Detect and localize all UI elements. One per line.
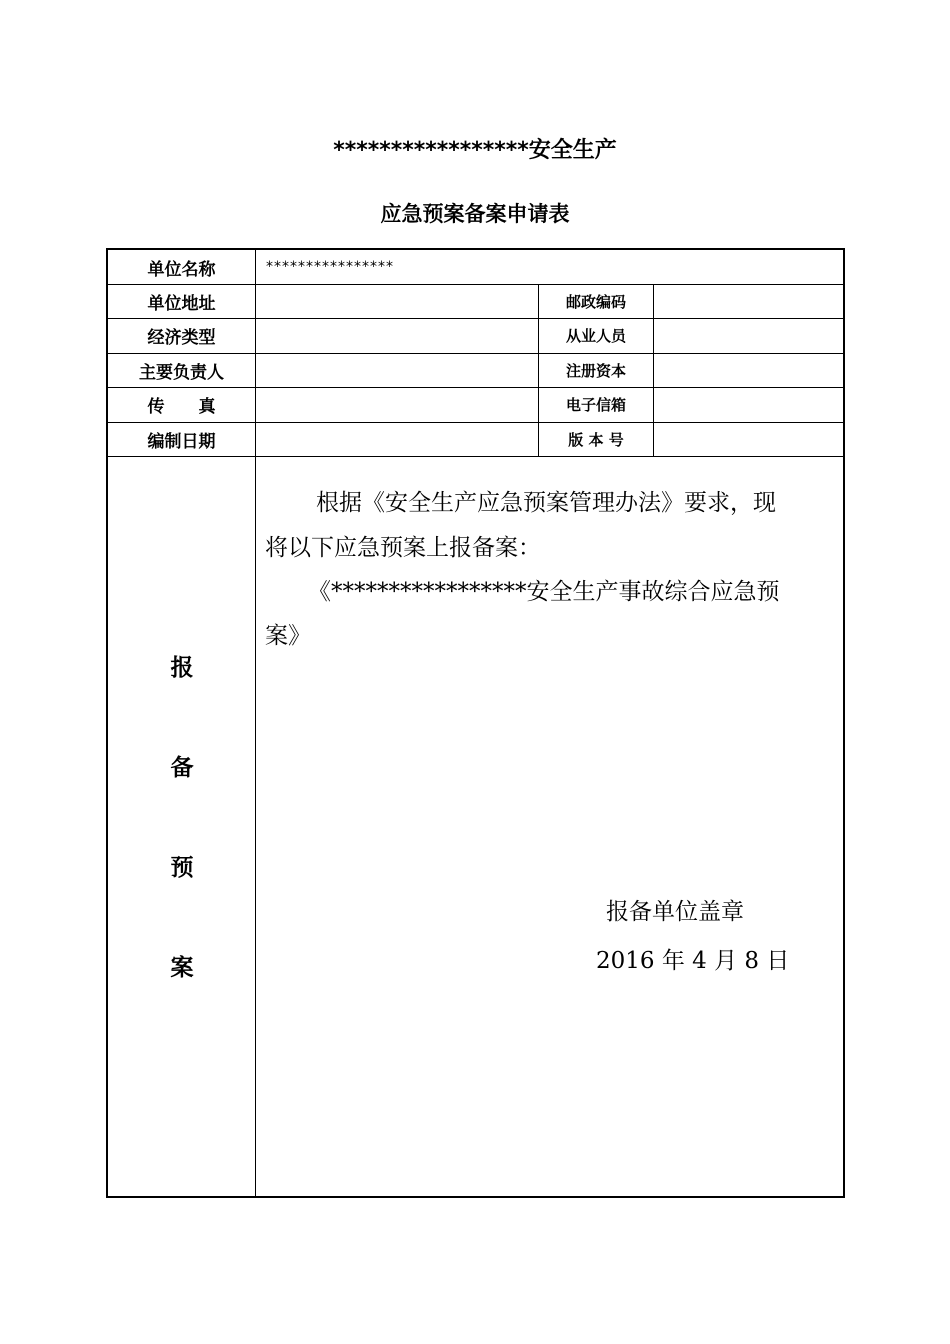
email-label: 电子信箱 bbox=[565, 396, 626, 414]
document-title-line1: *****************安全生产 bbox=[333, 138, 617, 163]
request-paragraph-line2: 将以下应急预案上报备案： bbox=[265, 535, 541, 561]
row-divider bbox=[108, 456, 843, 457]
unit-name-value: **************** bbox=[266, 259, 394, 275]
fax-field[interactable] bbox=[256, 387, 538, 422]
stamp-label: 报备单位盖章 bbox=[606, 899, 744, 925]
economic-type-label: 经济类型 bbox=[147, 328, 216, 348]
compile-date-label: 编制日期 bbox=[147, 431, 216, 452]
request-paragraph-line1: 根据《安全生产应急预案管理办法》要求，现 bbox=[316, 490, 776, 516]
compile-date-field[interactable] bbox=[256, 422, 538, 456]
economic-type-field[interactable] bbox=[256, 318, 538, 353]
filing-date: 2016 年 4 月 8 日 bbox=[596, 948, 790, 974]
document-title-line2: 应急预案备案申请表 bbox=[380, 202, 570, 226]
plan-title-line2: 案》 bbox=[265, 623, 311, 649]
postcode-label: 邮政编码 bbox=[565, 292, 626, 311]
fax-label: 传 真 bbox=[147, 397, 216, 417]
side-label-char: 报 bbox=[170, 655, 194, 681]
email-field[interactable] bbox=[654, 387, 843, 422]
registered-capital-field[interactable] bbox=[654, 353, 843, 387]
version-label: 版 本 号 bbox=[568, 430, 624, 449]
employees-label: 从业人员 bbox=[565, 327, 626, 345]
side-label-char: 备 bbox=[170, 755, 194, 781]
plan-title-line1: 《*****************安全生产事故综合应急预 bbox=[308, 579, 780, 605]
unit-address-label: 单位地址 bbox=[147, 293, 216, 314]
postcode-field[interactable] bbox=[654, 284, 843, 318]
unit-address-field[interactable] bbox=[256, 284, 538, 318]
employees-field[interactable] bbox=[654, 318, 843, 353]
version-field[interactable] bbox=[654, 422, 843, 456]
unit-name-label: 单位名称 bbox=[147, 259, 216, 280]
side-label-char: 预 bbox=[170, 855, 194, 881]
principal-label: 主要负责人 bbox=[139, 362, 224, 383]
principal-field[interactable] bbox=[256, 353, 538, 387]
application-form-table bbox=[106, 248, 845, 1198]
side-label-char: 案 bbox=[170, 955, 194, 981]
registered-capital-label: 注册资本 bbox=[565, 361, 626, 380]
